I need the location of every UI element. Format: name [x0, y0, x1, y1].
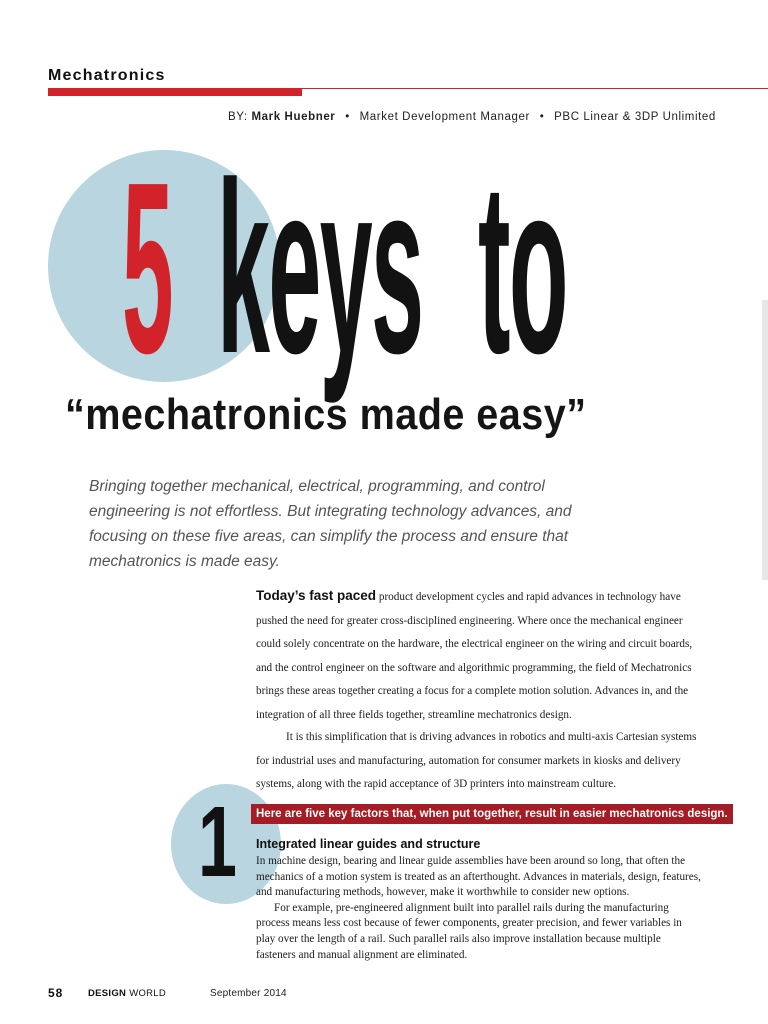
key-body — [256, 854, 701, 963]
issue-date: September 2014 — [210, 988, 287, 999]
author-company: PBC Linear & 3DP Unlimited — [554, 111, 716, 123]
key-paragraph-1: In machine design, bearing and linear guide assemblies have been around so long, that often the mechanics of a motion system is treated as an afterthought. Advances in materials, design, features, and manufacturing methods, however, make it worthwhile to consider new options. — [256, 855, 701, 899]
lead-in: Today’s fast paced — [256, 588, 377, 603]
hero-word-keys: keys — [217, 131, 423, 404]
byline — [228, 111, 716, 123]
byline-by-label: BY: — [228, 111, 248, 123]
magazine-name — [88, 988, 166, 999]
body-paragraph-intro — [256, 584, 706, 728]
paragraph-text: It is this simplification that is driving advances in robotics and multi-axis Cartesian systems for industrial uses and manufacturing, automation for consumer markets in kiosks and delivery systems, along with the rapid acceptance of 3D printers into mainstream culture. — [256, 731, 697, 791]
section-rule-accent — [48, 88, 302, 96]
article-deck: Bringing together mechanical, electrical, programming, and control engineering is not effortless. But integrating technology advances, and focusing on these five areas, can simplify the process and ensure that mechatronics is made easy. — [89, 478, 572, 570]
author-title: Market Development Manager — [359, 111, 530, 123]
intro-text: product development cycles and rapid advances in technology have pushed the need for greater cross-disciplined engineering. Where once the mechanical engineer could solely concentrate on the hardware, the electrical engineer on the wiring and circuit boards, and the control engineer on the software and algorithmic programming, the field of Mechatronics brings these areas together creating a focus for a complete motion solution. Advances in, and the integration of all three fields together, streamline mechatronics design. — [256, 591, 693, 721]
author-name: Mark Huebner — [251, 111, 336, 123]
hero-word-to: to — [478, 131, 567, 404]
magazine-name-bold: DESIGN — [88, 988, 127, 999]
key-heading: Integrated linear guides and structure — [256, 837, 481, 851]
hero-number: 5 — [122, 131, 173, 404]
callout-banner: Here are five key factors that, when put together, result in easier mechatronics design. — [251, 804, 733, 824]
key-number: 1 — [198, 786, 237, 898]
magazine-name-light: WORLD — [129, 988, 167, 999]
section-label: Mechatronics — [48, 67, 166, 84]
page-number: 58 — [48, 986, 64, 1000]
hero-subtitle: “mechatronics made easy” — [65, 390, 587, 439]
byline-separator: • — [345, 111, 350, 123]
key-paragraph-2: For example, pre-engineered alignment built into parallel rails during the manufacturing process means less cost because of fewer components, greater precision, and fewer variables in play over the length of a rail. Such parallel rails also improve installation because multiple fasteners and manual alignment are eliminated. — [256, 901, 682, 961]
body-paragraph-2 — [256, 726, 706, 797]
section-rule — [302, 88, 768, 89]
page-edge-shadow — [762, 300, 768, 580]
byline-separator: • — [539, 111, 545, 123]
